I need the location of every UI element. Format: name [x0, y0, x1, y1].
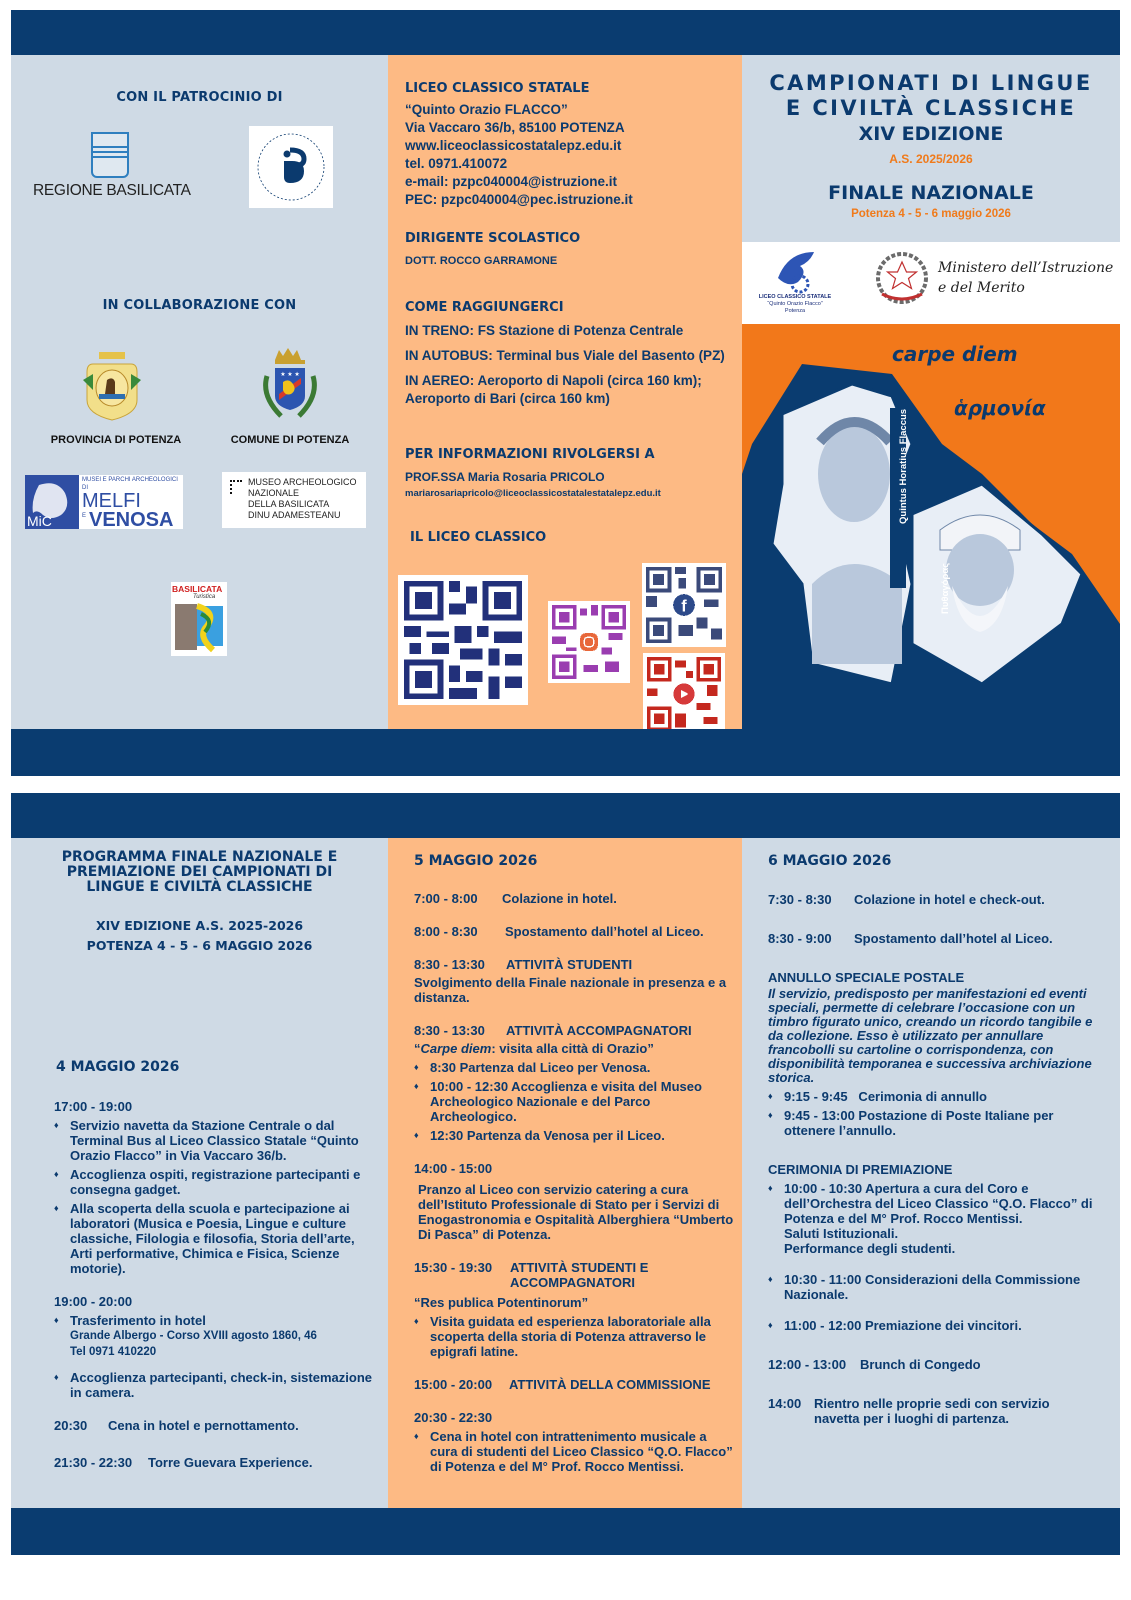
panel-cover [742, 10, 1120, 776]
basilicata-turistica-logo: BASILICATA Turistica [171, 582, 227, 656]
cover-year: A.S. 2025/2026 [889, 152, 973, 166]
top-band [11, 793, 1120, 838]
school-pec[interactable]: PEC: pzpc040004@pec.istruzione.it [405, 192, 633, 207]
day6-title: 6 MAGGIO 2026 [768, 853, 892, 869]
qr-youtube[interactable] [643, 653, 725, 735]
list-item: ♦ 9:15 - 9:45 Cerimonia di annullo [768, 1089, 1098, 1104]
bottom-band [11, 1508, 1120, 1555]
event-row: 14:00 Rientro nelle proprie sedi con servizio navetta per i luoghi di partenza. [768, 1396, 1050, 1426]
day4-schedule [54, 1099, 374, 1470]
ministero-label: Ministero dell’Istruzione e del Merito [938, 260, 1114, 296]
qr-facebook[interactable] [642, 563, 726, 647]
list-item: ♦ 10:30 - 11:00 Considerazioni della Commissione Nazionale. [768, 1272, 1098, 1302]
event-row: 15:00 - 20:00 ATTIVITÀ DELLA COMMISSIONE [414, 1377, 711, 1392]
list-item: ♦ Accoglienza ospiti, registrazione partecipanti e consegna gadget. [54, 1167, 374, 1197]
brochure-inner-side [11, 793, 1120, 1555]
reach-list: IN TRENO: FS Stazione di Potenza Centrale IN AUTOBUS: Terminal bus Viale del Basento (PZ) IN AEREO: Aeroporto di Napoli (circa 160 km); Aeroporto di Bari (circa 160 km) [405, 323, 725, 406]
panel-patronage [11, 10, 388, 776]
event-row: 8:30 - 13:30 ATTIVITÀ ACCOMPAGNATORI [414, 1023, 692, 1038]
qr-instagram[interactable] [548, 601, 630, 683]
dirigente-name: DOTT. ROCCO GARRAMONE [405, 255, 558, 267]
patronage-title: CON IL PATROCINIO DI [116, 90, 283, 105]
event-row: 7:00 - 8:00 Colazione in hotel. [414, 891, 617, 906]
label-pythagoras: Πυθαγόρας [940, 562, 951, 614]
qr-title: IL LICEO CLASSICO [410, 530, 547, 545]
list-item: ♦ 10:00 - 10:30 Apertura a cura del Coro e dell’Orchestra del Liceo Classico “Q.O. Flacco” di Potenza e del M° Prof. Rocco Mentissi. Saluti Istituzionali. Performance degli studenti. [768, 1181, 1098, 1256]
cover-finale: FINALE NAZIONALE [828, 182, 1034, 204]
event-row: 8:00 - 8:30 Spostamento dall’hotel al Liceo. [414, 924, 704, 939]
musei-melfi-venosa-logo: MiC MUSEI E PARCHI ARCHEOLOGICI DI MELFI E VENOSA [25, 475, 183, 529]
column-icon [173, 600, 225, 654]
day5-title: 5 MAGGIO 2026 [414, 853, 538, 869]
event-row: 12:00 - 13:00 Brunch di Congedo [768, 1357, 981, 1372]
reach-title: COME RAGGIUNGERCI [405, 300, 564, 315]
time-slot: 20:30 - 22:30 [414, 1410, 493, 1425]
comune-label: COMUNE DI POTENZA [230, 434, 350, 446]
annullo-text: Il servizio, predisposto per manifestazioni ed eventi speciali, permette di celebrare l’occasione con un timbro figurato unico, creando un ricordo tangibile e da collezione. Esso è utilizzato per annullare francobolli su cartoline o corrispondenza, con disponibilità temporanea e successiva archiviazione storica. [768, 986, 1093, 1085]
regione-basilicata-label: REGIONE BASILICATA [33, 182, 191, 199]
logo-band [742, 242, 1120, 324]
list-item: ♦ Accoglienza partecipanti, check-in, sistemazione in camera. [54, 1370, 374, 1400]
list-item: ♦ 9:45 - 13:00 Postazione di Poste Italiane per ottenere l’annullo. [768, 1108, 1098, 1138]
info-email[interactable]: mariarosariapricolo@liceoclassicostatalestatalepz.edu.it [405, 488, 661, 499]
day4-title: 4 MAGGIO 2026 [56, 1059, 180, 1075]
repubblica-emblem-icon [874, 250, 930, 306]
bottom-band [11, 729, 1120, 776]
annullo-title: ANNULLO SPECIALE POSTALE [768, 970, 965, 985]
qr-website[interactable] [398, 575, 528, 705]
event-row: 15:30 - 19:30 ATTIVITÀ STUDENTI E ACCOMPAGNATORI [414, 1260, 649, 1290]
time-slot: 14:00 - 15:00 [414, 1161, 493, 1176]
day5-schedule: 7:00 - 8:00 Colazione in hotel. 8:00 - 8:30 Spostamento dall’hotel al Liceo. 8:30 - 13:30 ATTIVITÀ STUDENTI Svolgimento della Finale nazionale in presenza e a distanza. 8:30 - 13:30 ATTIVITÀ ACCOMPAGNATORI “Carpe diem: visita alla città di Orazio” ♦ 8:30 Partenza dal Liceo per Venosa. ♦ 10:00 - 12:30 Accoglienza e visita del Museo Archeologico Nazionale e del Parco Archeologico. ♦ 12:30 Partenza da Venosa per il Liceo. 14:00 - 15:00 Pranzo al Liceo con servizio catering a cura dell’Istituto Professionale di Stato per i Servizi di Enogastronomia e Ospitalità Alberghiera “Umberto Di Pasca” di Potenza. 15:30 - 19:30 ATTIVITÀ STUDENTI E ACCOMPAGNATORI “Res publica Potentinorum” ♦ Visita guidata ed esperienza laboratoriale alla scoperta della storia di Potenza attraverso le epigrafi latine. 15:00 - 20:00 ATTIVITÀ DELLA COMMISSIONE 20:30 - 22:30 ♦ Cena in hotel con intrattenimento musicale a cura di studenti del Liceo Classico “Q.O. Flacco” di Potenza e del M° Prof. Rocco Mentissi. [414, 891, 734, 1474]
list-item: ♦ Visita guidata ed esperienza laboratoriale alla scoperta della storia di Potenza attraverso le epigrafi latine. [414, 1314, 734, 1359]
list-item: ♦ Servizio navetta da Stazione Centrale o dal Terminal Bus al Liceo Classico Statale “Quinto Orazio Flacco” in Via Vaccaro 36/b. [54, 1118, 374, 1163]
motto-armonia: ἁρμονία [954, 396, 1046, 420]
top-band [11, 10, 1120, 55]
list-item: ♦ Alla scoperta della scuola e partecipazione ai laboratori (Musica e Poesia, Lingue e culture classiche, Filologia e filosofia, Storia dell’arte, Arti performative, Chimica e Fisica, Scienze motorie). [54, 1201, 374, 1276]
info-name: PROF.SSA Maria Rosaria PRICOLO [405, 470, 605, 484]
event-row: 21:30 - 22:30 Torre Guevara Experience. [54, 1455, 313, 1470]
list-item: ♦ 10:00 - 12:30 Accoglienza e visita del Museo Archeologico Nazionale e del Parco Archeologico. [414, 1079, 734, 1124]
museo-pattern-icon [230, 480, 242, 494]
cover-title: CAMPIONATI DI LINGUE E CIVILTÀ CLASSICHE [769, 71, 1093, 120]
comune-crest-icon [257, 346, 323, 428]
unibas-seal-icon [254, 130, 328, 204]
event-row: 8:30 - 9:00 Spostamento dall’hotel al Liceo. [768, 931, 1053, 946]
instagram-icon [580, 633, 598, 651]
museo-archeologico-logo: MUSEO ARCHEOLOGICO NAZIONALE DELLA BASILICATA DINU ADAMESTEANU [222, 472, 366, 528]
qr-code-icon [646, 567, 722, 643]
motto-carpe-diem: carpe diem [892, 342, 1018, 366]
panel-day4 [11, 793, 388, 1555]
provincia-label: PROVINCIA DI POTENZA [50, 434, 182, 446]
list-item: ♦ 11:00 - 12:00 Premiazione dei vincitori. [768, 1318, 1098, 1333]
regione-basilicata-shield-icon [91, 132, 129, 178]
provincia-crest-icon [79, 350, 145, 426]
school-contacts: “Quinto Orazio FLACCO” Via Vaccaro 36/b, 85100 POTENZA www.liceoclassicostatalepz.edu.it tel. 0971.410072 e-mail: pzpc040004@istruzione.it PEC: pzpc040004@pec.istruzione.it [405, 102, 633, 207]
list-item: ♦ Cena in hotel con intrattenimento musicale a cura di studenti del Liceo Classico “Q.O. Flacco” di Potenza e del M° Prof. Rocco Mentissi. [414, 1429, 734, 1474]
list-item: ♦ 12:30 Partenza da Venosa per il Liceo. [414, 1128, 734, 1143]
panel-day5 [388, 793, 742, 1555]
liceo-logo-icon [770, 248, 820, 294]
panel-day6 [742, 793, 1120, 1555]
program-subtitle: XIV EDIZIONE A.S. 2025-2026 POTENZA 4 - 5 - 6 MAGGIO 2026 [86, 918, 313, 953]
ceremony-title: CERIMONIA DI PREMIAZIONE [768, 1162, 953, 1177]
program-title: PROGRAMMA FINALE NAZIONALE E PREMIAZIONE DEI CAMPIONATI DI LINGUE E CIVILTÀ CLASSICHE [61, 849, 338, 895]
event-row: 20:30 Cena in hotel e pernottamento. [54, 1418, 299, 1433]
info-title: PER INFORMAZIONI RIVOLGERSI A [405, 447, 655, 462]
qr-code-icon [404, 581, 522, 699]
school-phone: tel. 0971.410072 [405, 156, 508, 171]
cover-illustration [742, 324, 1120, 729]
dirigente-title: DIRIGENTE SCOLASTICO [405, 231, 581, 246]
svg-text:f: f [681, 597, 687, 616]
list-item: ♦ 8:30 Partenza dal Liceo per Venosa. [414, 1060, 734, 1075]
unibas-logo [249, 126, 333, 208]
day6-schedule [768, 892, 1098, 1426]
event-row: 8:30 - 13:30 ATTIVITÀ STUDENTI [414, 957, 633, 972]
list-item: ♦ Trasferimento in hotel Grande Albergo - Corso XVIII agosto 1860, 46 Tel 0971 410220 [54, 1313, 374, 1360]
liceo-logo-caption: LICEO CLASSICO STATALE “Quinto Orazio Flacco” Potenza [758, 294, 832, 314]
cover-edition: XIV EDIZIONE [858, 123, 1004, 145]
qr-code-icon [552, 605, 626, 679]
cover-dates: Potenza 4 - 5 - 6 maggio 2026 [851, 208, 1011, 220]
qr-code-icon [647, 657, 721, 731]
time-slot: 17:00 - 19:00 [54, 1099, 133, 1114]
brochure-outer-side [11, 10, 1120, 776]
school-title: LICEO CLASSICO STATALE [405, 81, 590, 96]
mic-head-icon: MiC [25, 475, 79, 529]
school-website-link[interactable]: www.liceoclassicostatalepz.edu.it [405, 138, 622, 153]
school-email[interactable]: e-mail: pzpc040004@istruzione.it [405, 174, 617, 189]
collaboration-title: IN COLLABORAZIONE CON [102, 298, 297, 313]
basilicata-busts-illustration [742, 324, 1120, 729]
label-horace: Quintus Horatius Flaccus [898, 408, 909, 524]
svg-text:★ ★ ★: ★ ★ ★ [280, 372, 300, 378]
time-slot: 19:00 - 20:00 [54, 1294, 133, 1309]
event-row: 7:30 - 8:30 Colazione in hotel e check-out. [768, 892, 1045, 907]
panel-school-info [388, 10, 742, 776]
